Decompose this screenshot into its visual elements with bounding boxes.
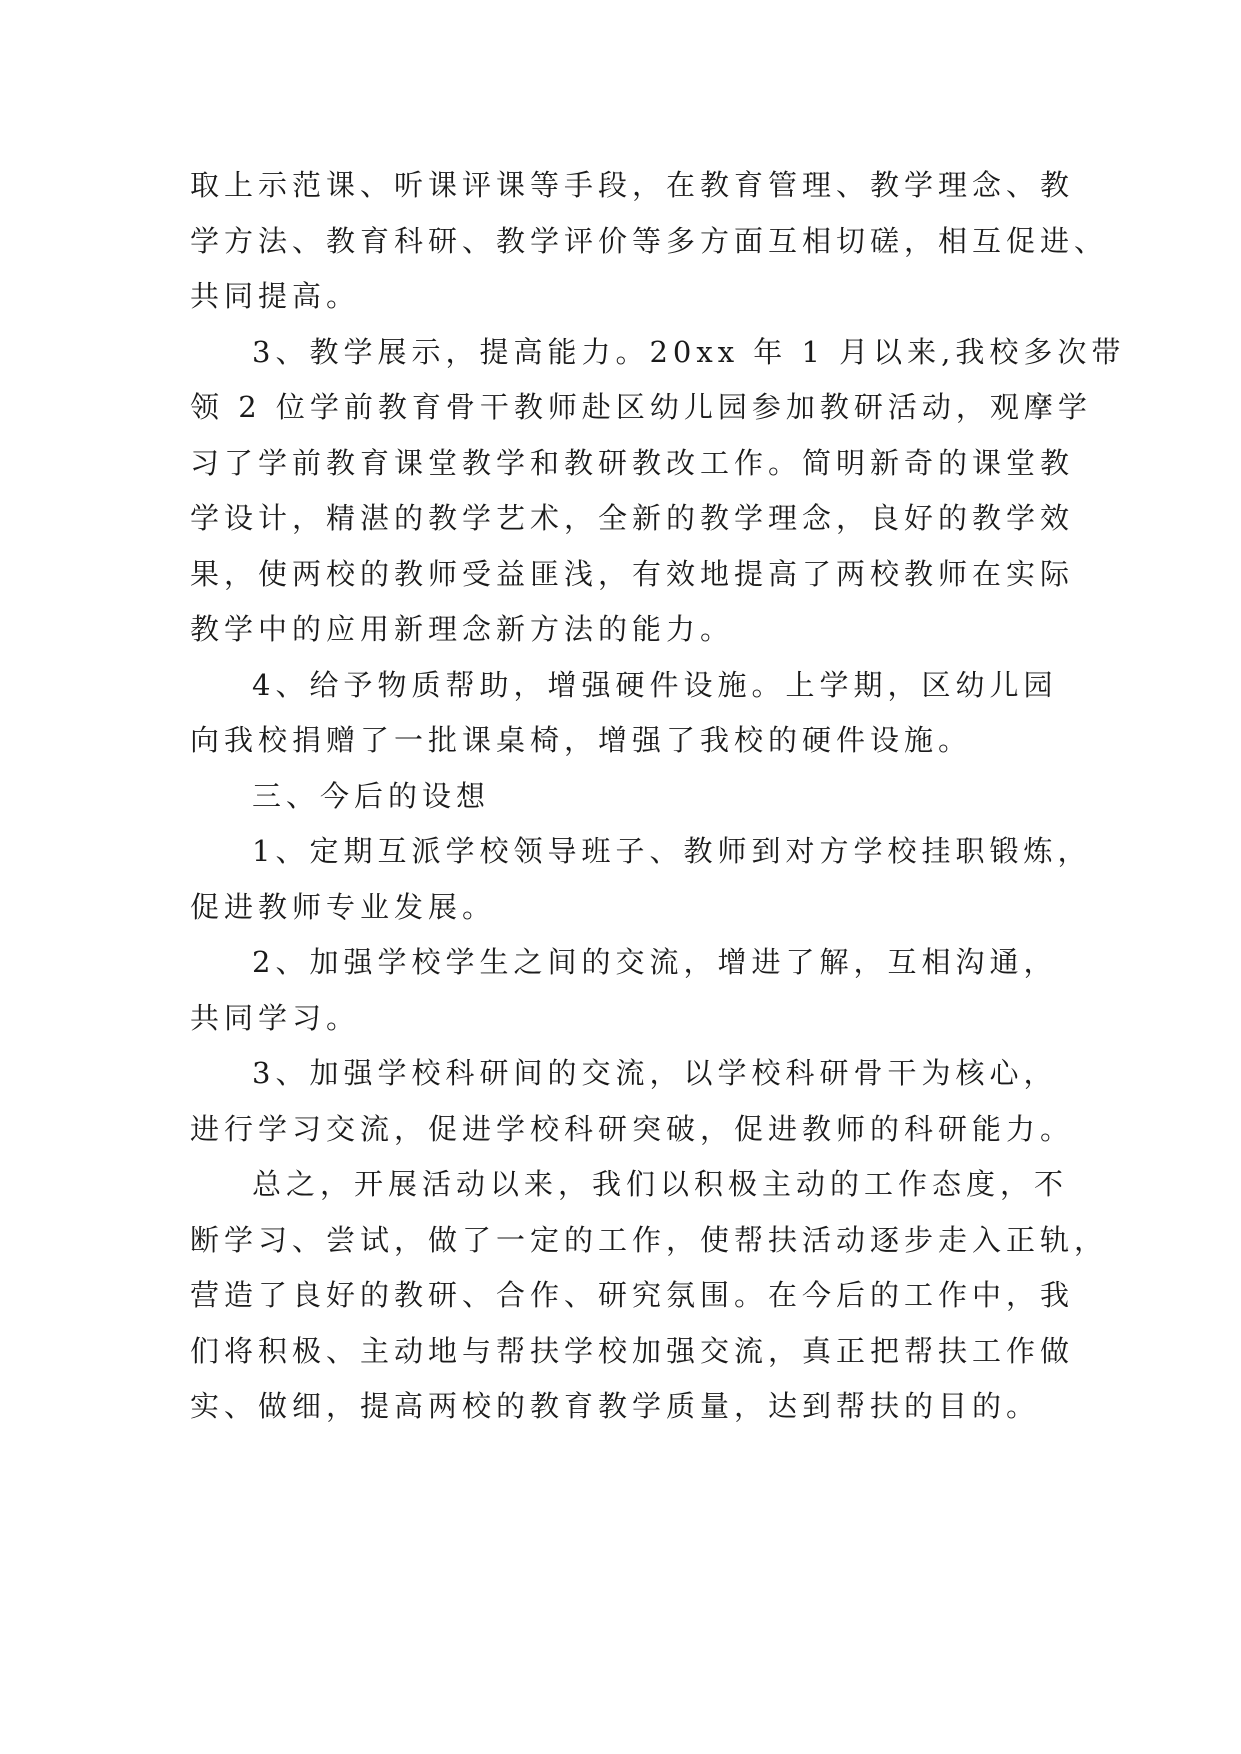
text-line: 2、加强学校学生之间的交流，增进了解，互相沟通， <box>252 945 1058 979</box>
text-line: 向我校捐赠了一批课桌椅，增强了我校的硬件设施。 <box>190 723 973 757</box>
text-line: 领 2 位学前教育骨干教师赴区幼儿园参加教研活动，观摩学 <box>190 390 1092 424</box>
text-line: 共同学习。 <box>190 1000 361 1035</box>
text-line: 1、定期互派学校领导班子、教师到对方学校挂职锻炼， <box>252 834 1092 868</box>
text-line: 3、教学展示，提高能力。20xx 年 1 月以来,我校多次带 <box>252 334 1126 369</box>
text-line: 共同提高。 <box>190 279 361 313</box>
text-line: 营造了良好的教研、合作、研究氛围。在今后的工作中，我 <box>190 1278 1075 1312</box>
text-line: 习了学前教育课堂教学和教研教改工作。简明新奇的课堂教 <box>190 445 1075 480</box>
text-line: 果，使两校的教师受益匪浅，有效地提高了两校教师在实际 <box>190 556 1075 591</box>
section-heading: 三、今后的设想 <box>252 778 491 813</box>
text-line: 们将积极、主动地与帮扶学校加强交流，真正把帮扶工作做 <box>190 1333 1075 1368</box>
text-line: 学方法、教育科研、教学评价等多方面互相切磋，相互促进、 <box>190 223 1109 258</box>
text-line: 4、给予物质帮助，增强硬件设施。上学期，区幼儿园 <box>252 667 1058 702</box>
text-line: 实、做细，提高两校的教育教学质量，达到帮扶的目的。 <box>190 1389 1041 1423</box>
text-line: 断学习、尝试，做了一定的工作，使帮扶活动逐步走入正轨， <box>190 1222 1109 1257</box>
text-line: 促进教师专业发展。 <box>190 889 497 924</box>
text-line: 总之，开展活动以来，我们以积极主动的工作态度，不 <box>252 1167 1069 1201</box>
text-line: 3、加强学校科研间的交流，以学校科研骨干为核心， <box>252 1056 1058 1090</box>
text-line: 教学中的应用新理念新方法的能力。 <box>190 612 735 646</box>
text-line: 取上示范课、听课评课等手段，在教育管理、教学理念、教 <box>190 168 1075 202</box>
text-line: 学设计，精湛的教学艺术，全新的教学理念，良好的教学效 <box>190 501 1075 535</box>
text-line: 进行学习交流，促进学校科研突破，促进教师的科研能力。 <box>190 1111 1075 1146</box>
document-body <box>190 158 1126 1435</box>
